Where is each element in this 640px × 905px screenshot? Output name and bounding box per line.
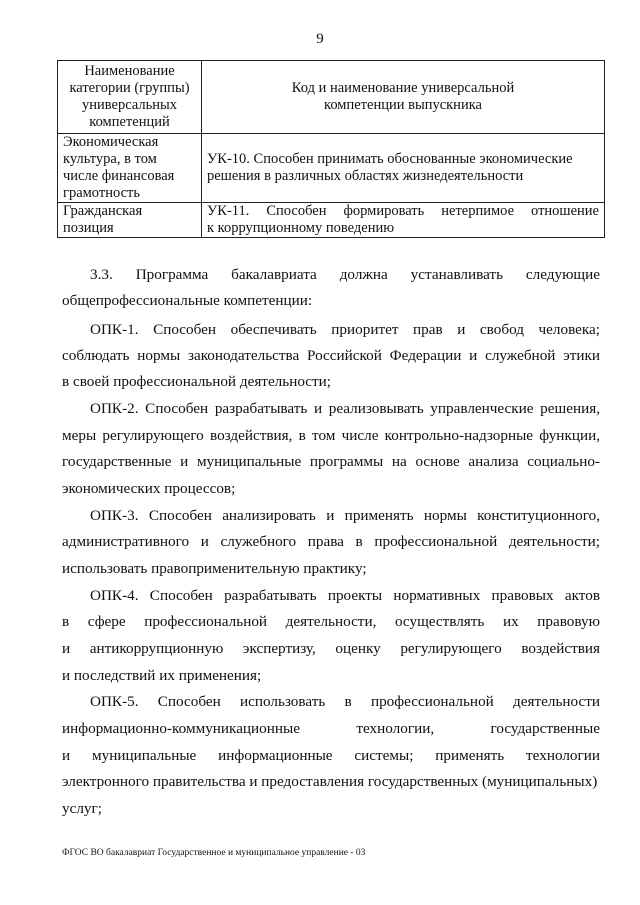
category-cell xyxy=(58,203,202,238)
category-line: позиция xyxy=(63,220,114,236)
category-line: Гражданская xyxy=(63,203,143,219)
paragraph-line: ОПК-2. Способен разрабатывать и реализовывать управленческие решения, xyxy=(90,400,600,417)
table-row xyxy=(58,134,605,203)
paragraph-line: государственные и муниципальные программы на основе анализа социально- xyxy=(62,453,600,470)
header-category-line: универсальных xyxy=(82,97,177,113)
category-line: Экономическая xyxy=(63,134,159,150)
paragraph-line: ОПК-5. Способен использовать в профессиональной деятельности xyxy=(90,693,600,710)
paragraph-line: электронного правительства и предоставления государственных (муниципальных) xyxy=(62,773,598,790)
header-category-cell xyxy=(58,61,202,134)
competence-line: к коррупционному поведению xyxy=(207,220,395,236)
paragraph-line: меры регулирующего воздействия, в том числе контрольно-надзорные функции, xyxy=(62,427,600,444)
category-line: грамотность xyxy=(63,185,140,201)
paragraph-line: и последствий их применения; xyxy=(62,667,262,684)
competence-cell xyxy=(202,203,605,238)
competence-line: УК-11. Способен формировать нетерпимое отношение xyxy=(207,203,599,219)
table-header-row xyxy=(58,61,605,134)
paragraph-line: и муниципальные информационные системы; применять технологии xyxy=(62,747,600,764)
paragraph-line: ОПК-3. Способен анализировать и применять нормы конституционного, xyxy=(90,507,600,524)
paragraph-line: услуг; xyxy=(62,800,102,817)
paragraph-line: экономических процессов; xyxy=(62,480,236,497)
header-competence-cell xyxy=(202,61,605,134)
category-line: числе финансовая xyxy=(63,168,175,184)
paragraph-line: 3.3. Программа бакалавриата должна устанавливать следующие xyxy=(90,266,600,283)
header-category-line: категории (группы) xyxy=(69,80,190,96)
paragraph-line: использовать правоприменительную практику; xyxy=(62,560,367,577)
header-category-line: Наименование xyxy=(84,63,175,79)
paragraph-line: в сфере профессиональной деятельности, осуществлять их правовую xyxy=(62,613,600,630)
competence-line: УК-10. Способен принимать обоснованные экономические xyxy=(207,151,573,167)
category-cell xyxy=(58,134,202,203)
paragraph-line: и антикоррупционную экспертизу, оценку регулирующего воздействия xyxy=(62,640,600,657)
header-competence-line: Код и наименование универсальной xyxy=(291,80,515,96)
competence-line: решения в различных областях жизнедеятельности xyxy=(207,168,524,184)
category-line: культура, в том xyxy=(63,151,157,167)
paragraph-line: в своей профессиональной деятельности; xyxy=(62,373,332,390)
page-number: 9 xyxy=(316,31,324,47)
paragraph-line: информационно-коммуникационные технологии, государственные xyxy=(62,720,600,737)
paragraph-line: общепрофессиональные компетенции: xyxy=(62,292,313,309)
paragraph-line: ОПК-1. Способен обеспечивать приоритет прав и свобод человека; xyxy=(90,321,600,338)
header-competence-line: компетенции выпускника xyxy=(324,97,482,113)
table-row xyxy=(58,203,605,238)
footer: ФГОС ВО бакалавриат Государственное и муниципальное управление - 03 xyxy=(62,848,366,858)
paragraph-line: соблюдать нормы законодательства Российской Федерации и служебной этики xyxy=(62,347,600,364)
header-category-line: компетенций xyxy=(89,114,170,130)
paragraph-line: ОПК-4. Способен разрабатывать проекты нормативных правовых актов xyxy=(90,587,600,604)
competence-cell xyxy=(202,134,605,203)
competencies-table xyxy=(57,60,605,238)
paragraph-line: административного и служебного права в профессиональной деятельности; xyxy=(62,533,600,550)
